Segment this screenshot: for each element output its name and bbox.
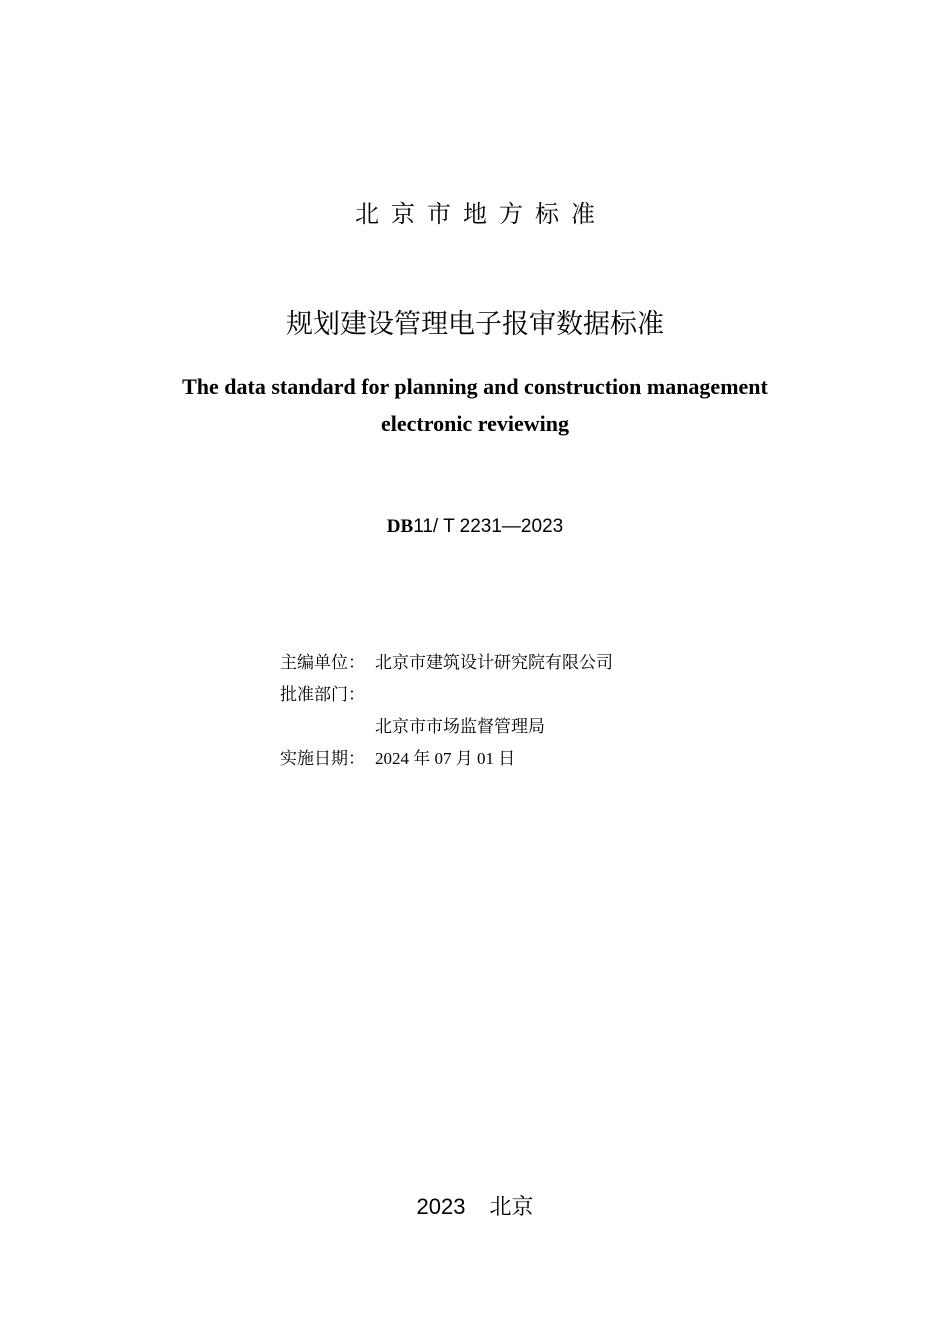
footer-year-city [0,1190,950,1221]
approval-value: 北京市市场监督管理局 [375,717,545,737]
english-title-line-1: The data standard for planning and construction management [182,374,768,399]
standard-code-prefix: DB [386,516,414,537]
footer-year: 2023 [416,1194,466,1219]
implementation-date-row [280,749,515,769]
footer-city: 北京 [489,1195,534,1220]
standard-code-number: 11/ T 2231—2023 [413,516,564,537]
approval-value-row [375,717,545,737]
implementation-date-value: 2024 年 07 月 01 日 [375,749,516,768]
editor-row [280,653,613,673]
editor-value: 北京市建筑设计研究院有限公司 [375,653,613,673]
document-title-chinese: 规划建设管理电子报审数据标准 [286,309,664,340]
approval-row [280,685,375,705]
standard-code [0,515,950,538]
approval-label: 批准部门： [280,685,365,705]
document-title-english [0,368,950,442]
standard-category-heading: 北京市地方标准 [355,200,607,228]
editor-label: 主编单位： [280,653,365,673]
implementation-date-label: 实施日期： [280,749,365,769]
english-title-line-2: electronic reviewing [381,411,569,436]
